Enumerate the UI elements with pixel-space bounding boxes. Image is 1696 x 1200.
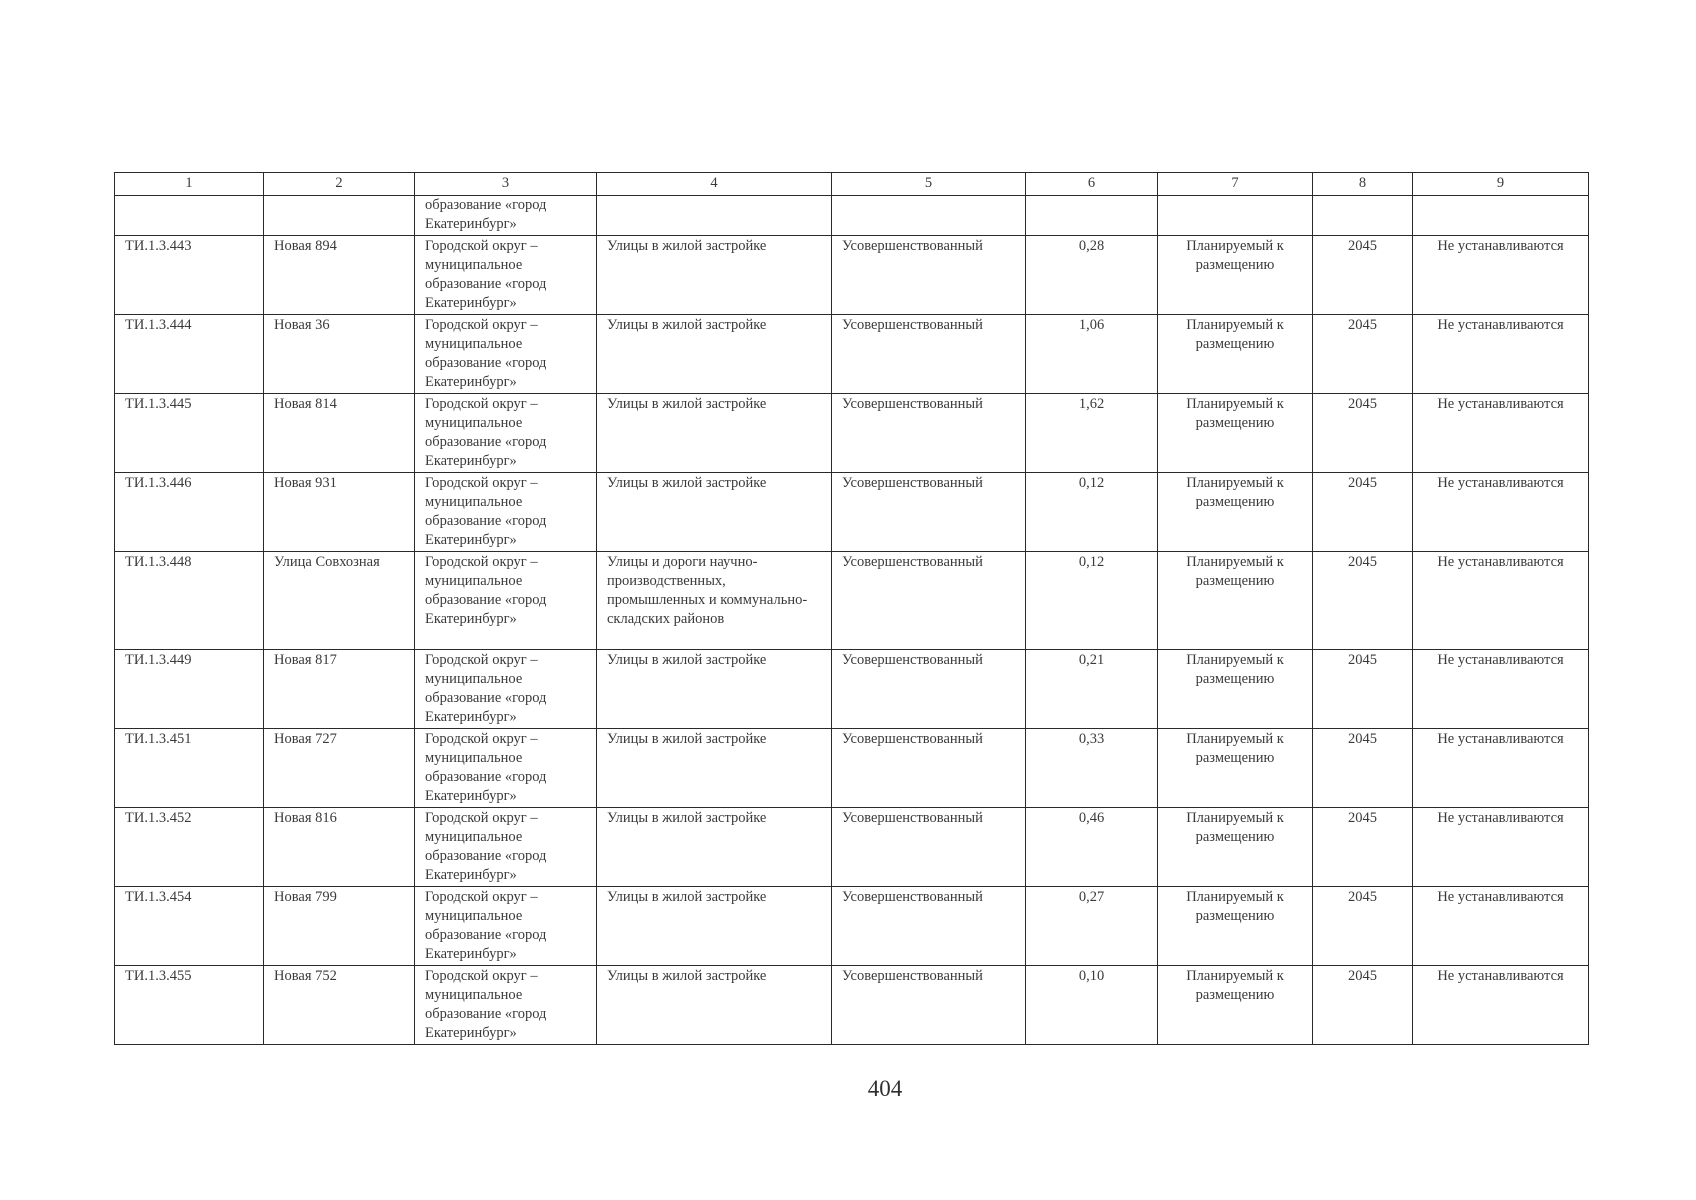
road-category: Улицы в жилой застройке [597,473,832,552]
object-status: Планируемый к размещению [1158,473,1313,552]
municipality: Городской округ – муниципальное образование «город Екатеринбург» [415,808,597,887]
municipality: Городской округ – муниципальное образование «город Екатеринбург» [415,552,597,650]
protection-zones: Не устанавливаются [1413,808,1589,887]
object-id: ТИ.1.3.444 [115,315,264,394]
table-row [115,473,1589,552]
municipality: Городской округ – муниципальное образование «город Екатеринбург» [415,966,597,1045]
surface-type: Усовершенствованный [832,315,1026,394]
table-row [115,315,1589,394]
object-id: ТИ.1.3.452 [115,808,264,887]
object-status: Планируемый к размещению [1158,315,1313,394]
object-status: Планируемый к размещению [1158,394,1313,473]
surface-type: Усовершенствованный [832,808,1026,887]
column-header-9: 9 [1413,173,1589,196]
target-year: 2045 [1313,394,1413,473]
object-name: Новая 817 [264,650,415,729]
object-id: ТИ.1.3.443 [115,236,264,315]
object-id: ТИ.1.3.445 [115,394,264,473]
object-id: ТИ.1.3.449 [115,650,264,729]
cell-empty [1026,196,1158,236]
municipality: Городской округ – муниципальное образование «город Екатеринбург» [415,650,597,729]
protection-zones: Не устанавливаются [1413,394,1589,473]
object-status: Планируемый к размещению [1158,887,1313,966]
protection-zones: Не устанавливаются [1413,887,1589,966]
length-km: 0,12 [1026,473,1158,552]
surface-type: Усовершенствованный [832,552,1026,650]
surface-type: Усовершенствованный [832,887,1026,966]
object-status: Планируемый к размещению [1158,729,1313,808]
length-km: 0,12 [1026,552,1158,650]
object-name: Улица Совхозная [264,552,415,650]
length-km: 0,10 [1026,966,1158,1045]
object-id: ТИ.1.3.446 [115,473,264,552]
object-name: Новая 816 [264,808,415,887]
target-year: 2045 [1313,887,1413,966]
object-name: Новая 931 [264,473,415,552]
road-category: Улицы в жилой застройке [597,315,832,394]
target-year: 2045 [1313,236,1413,315]
column-header-6: 6 [1026,173,1158,196]
object-name: Новая 752 [264,966,415,1045]
municipality: Городской округ – муниципальное образование «город Екатеринбург» [415,236,597,315]
length-km: 0,28 [1026,236,1158,315]
protection-zones: Не устанавливаются [1413,552,1589,650]
surface-type: Усовершенствованный [832,394,1026,473]
object-name: Новая 894 [264,236,415,315]
municipality: Городской округ – муниципальное образование «город Екатеринбург» [415,887,597,966]
column-header-8: 8 [1313,173,1413,196]
table-row [115,236,1589,315]
continuation-row [115,196,1589,236]
object-id: ТИ.1.3.448 [115,552,264,650]
protection-zones: Не устанавливаются [1413,966,1589,1045]
municipality: Городской округ – муниципальное образование «город Екатеринбург» [415,729,597,808]
road-category: Улицы и дороги научно-производственных, промышленных и коммунально-складских районов [597,552,832,650]
municipality: Городской округ – муниципальное образование «город Екатеринбург» [415,394,597,473]
table-row [115,650,1589,729]
protection-zones: Не устанавливаются [1413,650,1589,729]
column-header-4: 4 [597,173,832,196]
surface-type: Усовершенствованный [832,966,1026,1045]
object-name: Новая 799 [264,887,415,966]
surface-type: Усовершенствованный [832,729,1026,808]
road-category: Улицы в жилой застройке [597,966,832,1045]
cell-empty [597,196,832,236]
object-id: ТИ.1.3.451 [115,729,264,808]
cell-empty [115,196,264,236]
object-name: Новая 727 [264,729,415,808]
object-id: ТИ.1.3.454 [115,887,264,966]
protection-zones: Не устанавливаются [1413,315,1589,394]
page-number: 404 [867,1076,903,1101]
target-year: 2045 [1313,729,1413,808]
protection-zones: Не устанавливаются [1413,236,1589,315]
object-name: Новая 36 [264,315,415,394]
municipality: Городской округ – муниципальное образование «город Екатеринбург» [415,473,597,552]
target-year: 2045 [1313,473,1413,552]
surface-type: Усовершенствованный [832,473,1026,552]
cell-empty [1413,196,1589,236]
object-id: ТИ.1.3.455 [115,966,264,1045]
road-category: Улицы в жилой застройке [597,887,832,966]
object-status: Планируемый к размещению [1158,966,1313,1045]
target-year: 2045 [1313,315,1413,394]
object-status: Планируемый к размещению [1158,808,1313,887]
table-row [115,552,1589,650]
protection-zones: Не устанавливаются [1413,473,1589,552]
table-row [115,887,1589,966]
length-km: 0,33 [1026,729,1158,808]
continuation-municipality: образование «город Екатеринбург» [415,196,597,236]
length-km: 1,62 [1026,394,1158,473]
road-category: Улицы в жилой застройке [597,808,832,887]
surface-type: Усовершенствованный [832,650,1026,729]
table-row [115,966,1589,1045]
length-km: 0,21 [1026,650,1158,729]
object-name: Новая 814 [264,394,415,473]
target-year: 2045 [1313,552,1413,650]
length-km: 1,06 [1026,315,1158,394]
length-km: 0,46 [1026,808,1158,887]
header-row [115,173,1589,196]
object-status: Планируемый к размещению [1158,552,1313,650]
object-status: Планируемый к размещению [1158,236,1313,315]
table-row [115,729,1589,808]
column-header-5: 5 [832,173,1026,196]
column-header-7: 7 [1158,173,1313,196]
column-header-2: 2 [264,173,415,196]
table-row [115,394,1589,473]
table-row [115,808,1589,887]
length-km: 0,27 [1026,887,1158,966]
road-category: Улицы в жилой застройке [597,729,832,808]
cell-empty [832,196,1026,236]
object-status: Планируемый к размещению [1158,650,1313,729]
cell-empty [264,196,415,236]
cell-empty [1158,196,1313,236]
cell-empty [1313,196,1413,236]
road-register-table [114,172,1589,1045]
column-header-3: 3 [415,173,597,196]
municipality: Городской округ – муниципальное образование «город Екатеринбург» [415,315,597,394]
target-year: 2045 [1313,808,1413,887]
road-category: Улицы в жилой застройке [597,394,832,473]
target-year: 2045 [1313,966,1413,1045]
road-category: Улицы в жилой застройке [597,650,832,729]
column-header-1: 1 [115,173,264,196]
target-year: 2045 [1313,650,1413,729]
road-category: Улицы в жилой застройке [597,236,832,315]
surface-type: Усовершенствованный [832,236,1026,315]
protection-zones: Не устанавливаются [1413,729,1589,808]
